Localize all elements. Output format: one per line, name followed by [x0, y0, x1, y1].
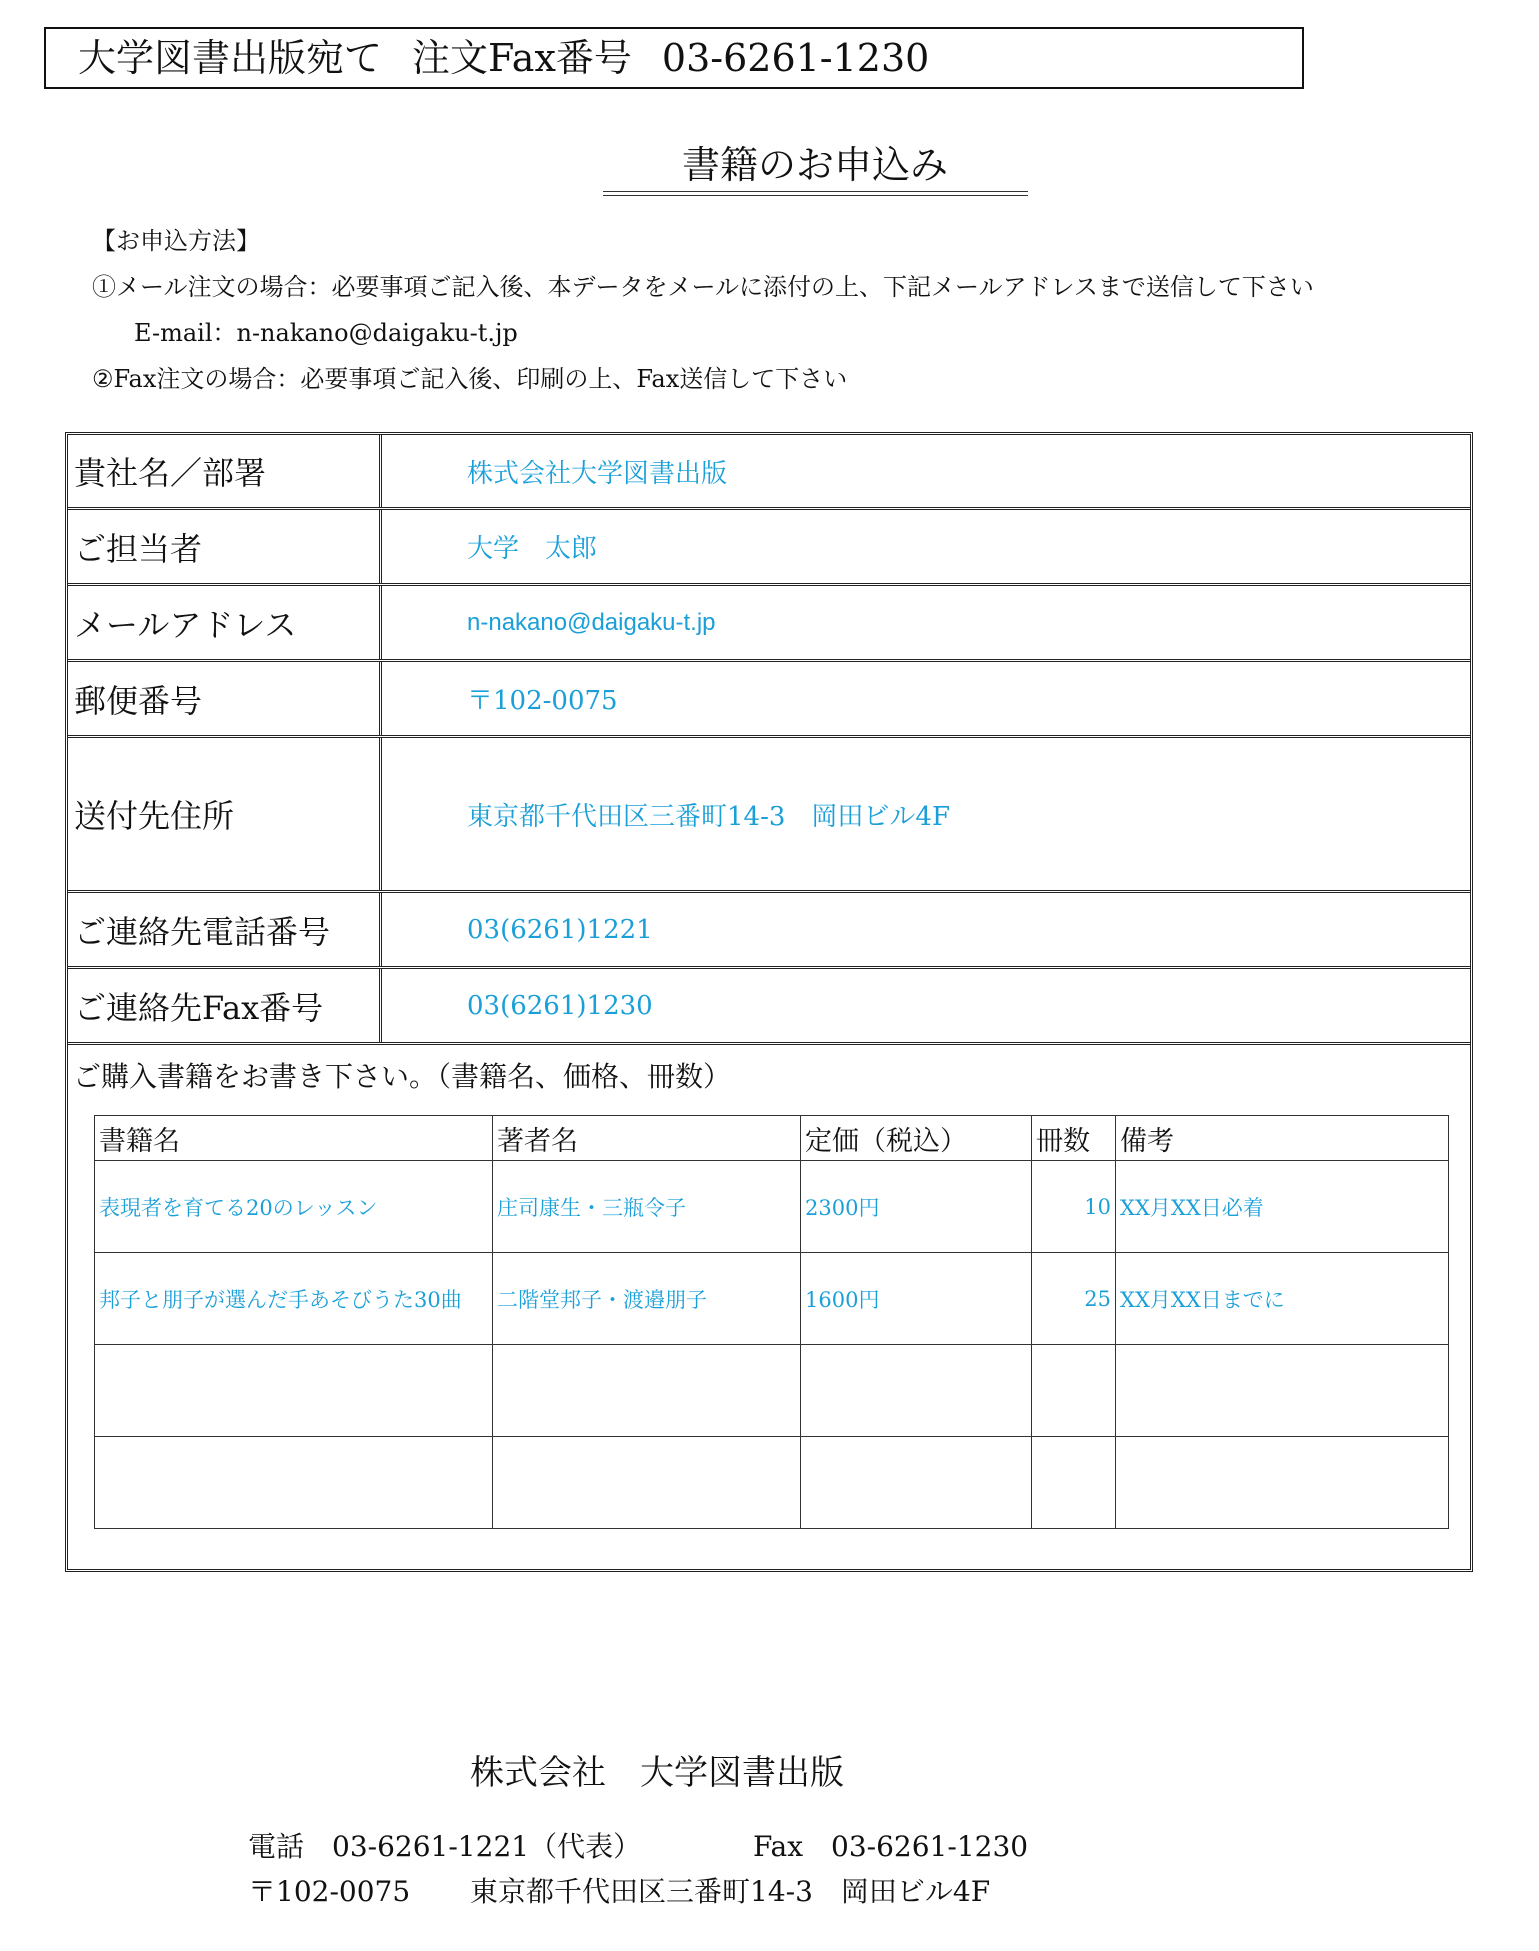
table-row: [95, 1161, 1449, 1253]
table-row: [95, 1437, 1449, 1529]
book-title-cell[interactable]: [95, 1437, 493, 1529]
form-label-address: 送付先住所: [68, 738, 382, 890]
address-field[interactable]: 東京都千代田区三番町14-3 岡田ビル4F: [467, 801, 950, 832]
method-heading: 【お申込方法】: [92, 227, 260, 255]
form-label-phone: ご連絡先電話番号: [68, 893, 382, 966]
table-row: [95, 1345, 1449, 1437]
col-header-author: 著者名: [493, 1116, 801, 1161]
author-cell[interactable]: [493, 1345, 801, 1437]
notes-cell[interactable]: XX月XX日必着: [1116, 1161, 1449, 1253]
order-form: [65, 432, 1473, 1572]
form-label-fax: ご連絡先Fax番号: [68, 969, 382, 1042]
form-label-company: 貴社名／部署: [68, 435, 382, 507]
author-cell[interactable]: 庄司康生・三瓶令子: [493, 1161, 801, 1253]
price-cell[interactable]: 2300円: [801, 1161, 1032, 1253]
quantity-cell[interactable]: 25: [1032, 1253, 1116, 1345]
book-order-table: [94, 1115, 1449, 1529]
form-row-postal-code: [68, 662, 1470, 738]
notes-cell[interactable]: [1116, 1345, 1449, 1437]
method-fax-instruction: ②Fax注文の場合：必要事項ご記入後、印刷の上、Fax送信して下さい: [92, 365, 848, 393]
quantity-cell[interactable]: [1032, 1437, 1116, 1529]
fax-header-box: [44, 27, 1304, 89]
book-title-cell[interactable]: 表現者を育てる20のレッスン: [95, 1161, 493, 1253]
footer-phone: 電話 03-6261-1221（代表）: [248, 1830, 642, 1863]
col-header-notes: 備考: [1116, 1116, 1449, 1161]
order-method-section: [92, 218, 1314, 402]
price-cell[interactable]: [801, 1345, 1032, 1437]
quantity-cell[interactable]: 10: [1032, 1161, 1116, 1253]
header-fax-label: 注文Fax番号: [412, 36, 632, 80]
quantity-cell[interactable]: [1032, 1345, 1116, 1437]
email-field[interactable]: n-nakano@daigaku-t.jp: [467, 608, 716, 636]
form-row-fax: [68, 969, 1470, 1045]
form-row-contact-person: [68, 510, 1470, 586]
book-title-cell[interactable]: 邦子と朋子が選んだ手あそびうた30曲: [95, 1253, 493, 1345]
notes-cell[interactable]: [1116, 1437, 1449, 1529]
notes-cell[interactable]: XX月XX日までに: [1116, 1253, 1449, 1345]
footer-address: 東京都千代田区三番町14-3 岡田ビル4F: [470, 1875, 991, 1908]
company-field[interactable]: 株式会社大学図書出版: [467, 458, 728, 489]
header-title: 大学図書出版宛て: [78, 36, 383, 80]
price-cell[interactable]: [801, 1437, 1032, 1529]
form-row-phone: [68, 893, 1470, 969]
footer-fax: Fax 03-6261-1230: [753, 1830, 1029, 1863]
fax-field[interactable]: 03(6261)1230: [467, 990, 653, 1021]
title-underline: [603, 191, 1028, 196]
col-header-quantity: 冊数: [1032, 1116, 1116, 1161]
book-title-cell[interactable]: [95, 1345, 493, 1437]
form-row-company: [68, 435, 1470, 510]
page-title: 書籍のお申込み: [681, 143, 948, 187]
header-fax-number: 03-6261-1230: [661, 36, 930, 80]
author-cell[interactable]: 二階堂邦子・渡邉朋子: [493, 1253, 801, 1345]
table-header-row: [95, 1116, 1449, 1161]
purchase-instruction: ご購入書籍をお書き下さい。（書籍名、価格、冊数）: [73, 1060, 732, 1093]
phone-field[interactable]: 03(6261)1221: [467, 914, 653, 945]
form-label-postal-code: 郵便番号: [68, 662, 382, 735]
footer-company: 株式会社 大学図書出版: [470, 1753, 844, 1793]
footer-postal: 〒102-0075: [248, 1875, 411, 1908]
form-label-contact-person: ご担当者: [68, 510, 382, 583]
form-row-address: [68, 738, 1470, 893]
form-row-email: [68, 586, 1470, 662]
col-header-title: 書籍名: [95, 1116, 493, 1161]
author-cell[interactable]: [493, 1437, 801, 1529]
postal-code-field[interactable]: 〒102-0075: [467, 686, 618, 716]
contact-person-field[interactable]: 大学 太郎: [467, 534, 598, 564]
method-email-instruction: ①メール注文の場合：必要事項ご記入後、本データをメールに添付の上、下記メールアドレスまで送信して下さい: [92, 273, 1314, 301]
col-header-price: 定価（税込）: [801, 1116, 1032, 1161]
method-email-address: E-mail：n-nakano@daigaku-t.jp: [134, 319, 518, 347]
form-label-email: メールアドレス: [68, 586, 382, 659]
table-row: [95, 1253, 1449, 1345]
price-cell[interactable]: 1600円: [801, 1253, 1032, 1345]
